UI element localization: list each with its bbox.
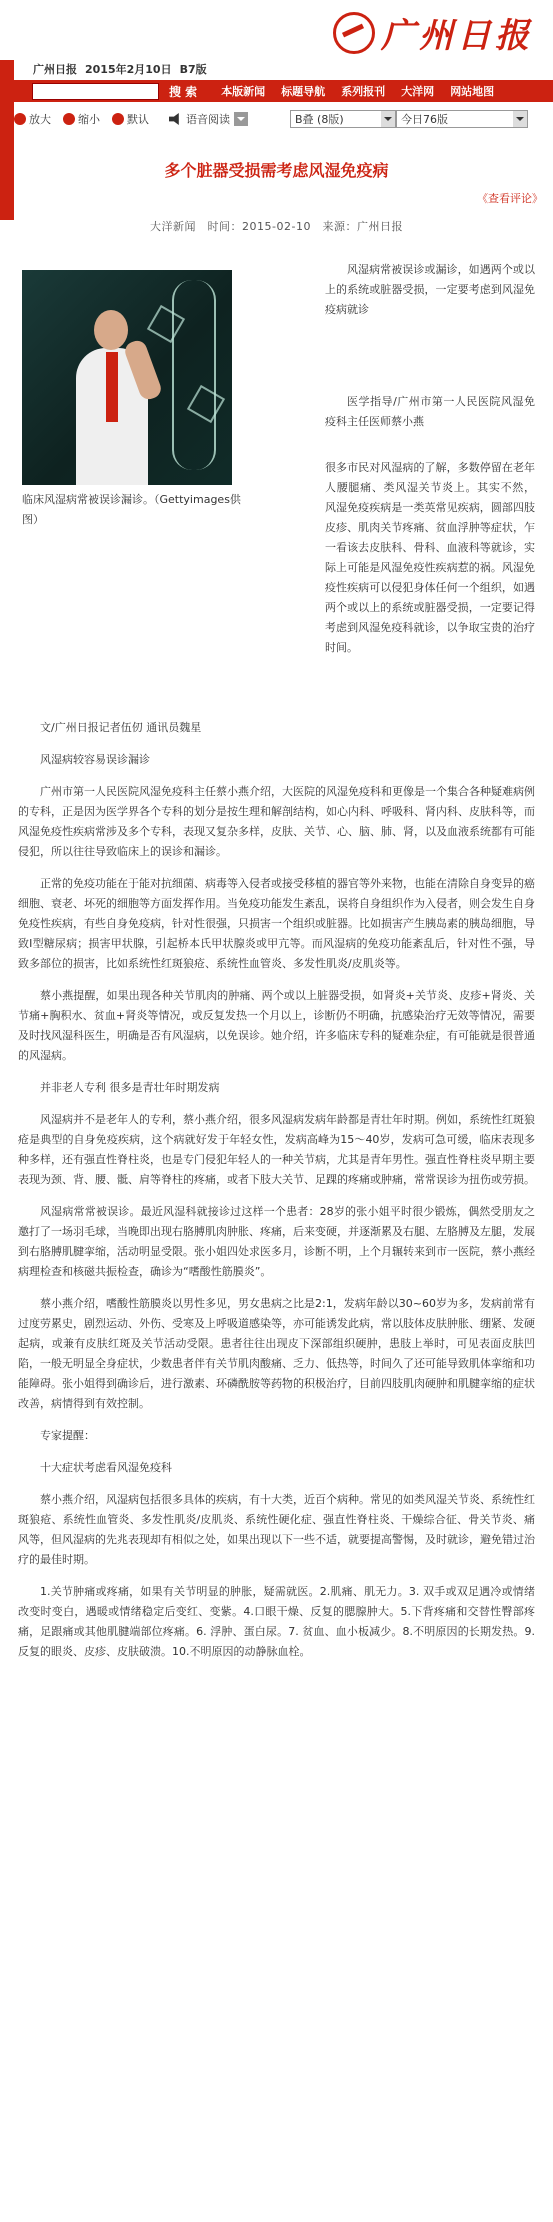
reader-toolbar xyxy=(14,108,553,130)
nav-link-series[interactable]: 系列报刊 xyxy=(341,85,386,98)
nav-link-page-news[interactable]: 本版新闻 xyxy=(221,85,266,98)
lead-paragraph: 很多市民对风湿病的了解，多数停留在老年人腰腿痛、类风湿关节炎上。其实不然， 风湿免疫疾病是一类英常见疾病，圆部四肢皮疹、肌肉关节疼痛、贫血浮肿等症状，乍一看该去皮肤科、骨科、血液科等就诊，实际上可能是风湿免疫性疾病惹的祸。风湿免疫性疾病可以侵犯身体任何一个组织，如遇两个或以上的系统或脏器受损，一定要记得考虑到风湿免疫科就诊，以争取宝贵的治疗时间。 xyxy=(325,461,535,654)
edition-select[interactable]: B叠 (8版) xyxy=(290,110,396,128)
top-nav xyxy=(14,80,553,102)
chevron-down-icon xyxy=(381,111,395,127)
body-paragraph: 蔡小燕介绍，嗜酸性筋膜炎以男性多见，男女患病之比是2:1，发病年龄以30~60岁为多，发病前常有过度劳累史，剧烈运动、外伤、受寒及上呼吸道感染等，亦可能诱发此病，常以肢体皮肤肿胀、绷紧、发硬起病，或兼有皮肤红斑及关节活动受限。患者往往出现皮下深部组织硬肿，患肢上举时，可见表面皮肤凹陷，一般无明显全身症状，少数患者伴有关节肌肉酸痛、乏力、低热等，时间久了还可能导致肌体挛缩和功能障碍。张小姐得到确诊后，进行激素、环磷酰胺等药物的积极治疗，目前四肢肌肉硬肿和肌腱挛缩的症状改善，病情得到有效控制。 xyxy=(18,1297,535,1410)
logo-mark-icon xyxy=(333,12,375,54)
body-paragraph: 正常的免疫功能在于能对抗细菌、病毒等入侵者或接受移植的器官等外来物，也能在清除自身变异的癌细胞、衰老、坏死的细胞等方面发挥作用。当免疫功能发生紊乱，误将自身组织作为入侵者，则会发生自身免疫性疾病，有些自身免疫病，针对性很强，只损害一个组织或脏器。比如损害产生胰岛素的胰岛细胞，导致Ⅰ型糖尿病；损害甲状腺，引起桥本氏甲状腺炎或甲亢等。而风湿病的免疫功能紊乱后，针对性不强，导致多部位的损害，比如系统性红斑狼疮、系统性血管炎、多发性肌炎/皮肌炎等。 xyxy=(18,877,535,970)
section-heading: 并非老人专利 很多是青壮年时期发病 xyxy=(40,1081,220,1094)
body-paragraph: 广州市第一人民医院风湿免疫科主任蔡小燕介绍，大医院的风湿免疫科和更像是一个集合各种疑难病例的专科，正是因为医学界各个专科的划分是按生理和解剖结构，如心内科、呼吸科、肾内科、皮肤科等，而风湿免疫性疾病常涉及多个专科，表现又复杂多样，皮肤、关节、心、脑、肺、肾，以及血液系统都有可能侵犯，所以往往导致临床上的误诊和漏诊。 xyxy=(18,785,535,858)
view-comments-link[interactable]: 《查看评论》 xyxy=(477,192,543,205)
page-select[interactable]: 今日76版 xyxy=(396,110,528,128)
default-size-icon xyxy=(112,113,124,125)
nav-link-sitemap[interactable]: 网站地图 xyxy=(450,85,495,98)
crumb-date: 2015年2月10日 xyxy=(85,63,172,76)
breadcrumb xyxy=(33,60,207,78)
crumb-paper[interactable]: 广州日报 xyxy=(33,63,77,76)
article-meta: 大洋新闻 时间：2015-02-10 来源：广州日报 xyxy=(150,220,403,233)
section-heading: 十大症状考虑看风湿免疫科 xyxy=(40,1461,172,1474)
zoom-in-icon xyxy=(14,113,26,125)
section-heading: 风湿病较容易误诊漏诊 xyxy=(40,753,150,766)
body-paragraph: 风湿病并不是老年人的专利，蔡小燕介绍，很多风湿病发病年龄都是青壮年时期。例如，系统性红斑狼疮是典型的自身免疫疾病，这个病就好发于年轻女性，发病高峰为15～40岁，发病可急可缓，临床表现多种多样，还有强直性脊柱炎，也是专门侵犯年轻人的一种关节病，尤其是青年男性。强直性脊柱炎早期主要表现为颈、背、腰、骶、肩等脊柱的疼痛，或者下肢大关节、足踝的疼痛或肿痛，常常误诊为扭伤或劳损。 xyxy=(18,1113,535,1186)
photo-caption: 临床风湿病常被误诊漏诊。（Gettyimages供 图） xyxy=(22,493,241,526)
zoom-out-button[interactable]: 缩小 xyxy=(63,111,100,127)
search-input[interactable] xyxy=(32,83,159,100)
chevron-down-icon xyxy=(513,111,527,127)
body-paragraph: 蔡小燕介绍，风湿病包括很多具体的疾病，有十大类，近百个病种。常见的如类风湿关节炎、系统性红斑狼疮、系统性血管炎、多发性肌炎/皮肌炎、系统性硬化症、强直性脊柱炎、干燥综合征、骨关节炎、痛风等，但风湿病的先兆表现却有相似之处，如果出现以下一些不适，就要提高警惕，及时就诊，避免错过治疗的最佳时期。 xyxy=(18,1493,535,1566)
body-paragraph: 风湿病常常被误诊。最近风湿科就接诊过这样一个患者：28岁的张小姐平时很少锻炼，偶然受朋友之邀打了一场羽毛球，当晚即出现右胳膊肌肉肿胀、疼痛，后来变硬，并逐渐累及右腿、左胳膊及左腿，发展到右胳膊肌腱挛缩，活动明显受限。张小姐四处求医多月，诊断不明，上个月辗转来到市一医院，蔡小燕经病理检查和核磁共振检查，确诊为“嗜酸性筋膜炎”。 xyxy=(18,1205,535,1278)
lead-summary: 风湿病常被误诊或漏诊，如遇两个或以上的系统或脏器受损，一定要考虑到风湿免疫病就诊 xyxy=(325,263,535,316)
default-size-button[interactable]: 默认 xyxy=(112,111,149,127)
speaker-icon xyxy=(169,113,183,125)
zoom-out-icon xyxy=(63,113,75,125)
search-button[interactable]: 搜 索 xyxy=(169,84,198,99)
reporter-line: 文/广州日报记者伍仞 通讯员魏星 xyxy=(40,721,202,734)
man-figure xyxy=(72,300,152,480)
article-title: 多个脏器受损需考虑风湿免疫病 xyxy=(164,161,389,180)
nav-link-dayoo[interactable]: 大洋网 xyxy=(401,85,435,98)
dna-graphic xyxy=(172,280,216,470)
lead-expert: 医学指导/广州市第一人民医院风湿免疫科主任医师蔡小燕 xyxy=(325,395,535,428)
side-tab[interactable] xyxy=(0,60,14,220)
zoom-in-button[interactable]: 放大 xyxy=(14,111,51,127)
nav-link-title-nav[interactable]: 标题导航 xyxy=(281,85,326,98)
logo-text: 广州日报 xyxy=(381,16,533,56)
symptom-list: 1.关节肿痛或疼痛，如果有关节明显的肿胀，疑需就医。2.肌痛、肌无力。3. 双手或双足遇冷或情绪改变时变白，遇暖或情绪稳定后变红、变紫。4.口眼干燥、反复的腮腺肿大。5.下背疼痛和交替性臀部疼痛，足跟痛或其他肌腱端部位疼痛。6. 浮肿、蛋白尿。7. 贫血、血小板减少。8.不明原因的长期发热。9.反复的眼炎、皮疹、皮肤破溃。10.不明原因的动静脉血栓。 xyxy=(18,1585,535,1658)
article-photo xyxy=(22,270,232,485)
crumb-page: B7版 xyxy=(179,63,207,76)
section-heading: 专家提醒： xyxy=(40,1429,95,1442)
article-body xyxy=(18,718,535,1662)
nav-links xyxy=(213,83,502,99)
chevron-down-icon[interactable] xyxy=(234,112,248,126)
newspaper-logo[interactable] xyxy=(333,8,533,57)
body-paragraph: 蔡小燕提醒，如果出现各种关节肌肉的肿痛、两个或以上脏器受损，如肾炎+关节炎、皮疹+肾炎、关节痛+胸积水、贫血+肾炎等情况，或反复发热一个月以上，诊断仍不明确，抗感染治疗无效等情况，需要及时找风湿科医生，明确是否有风湿病，以免误诊。她介绍，许多临床专科的疑难杂症，有可能就是很普通的风湿病。 xyxy=(18,989,535,1062)
voice-read-button[interactable]: 语音阅读 xyxy=(169,111,248,127)
masthead xyxy=(0,0,553,60)
